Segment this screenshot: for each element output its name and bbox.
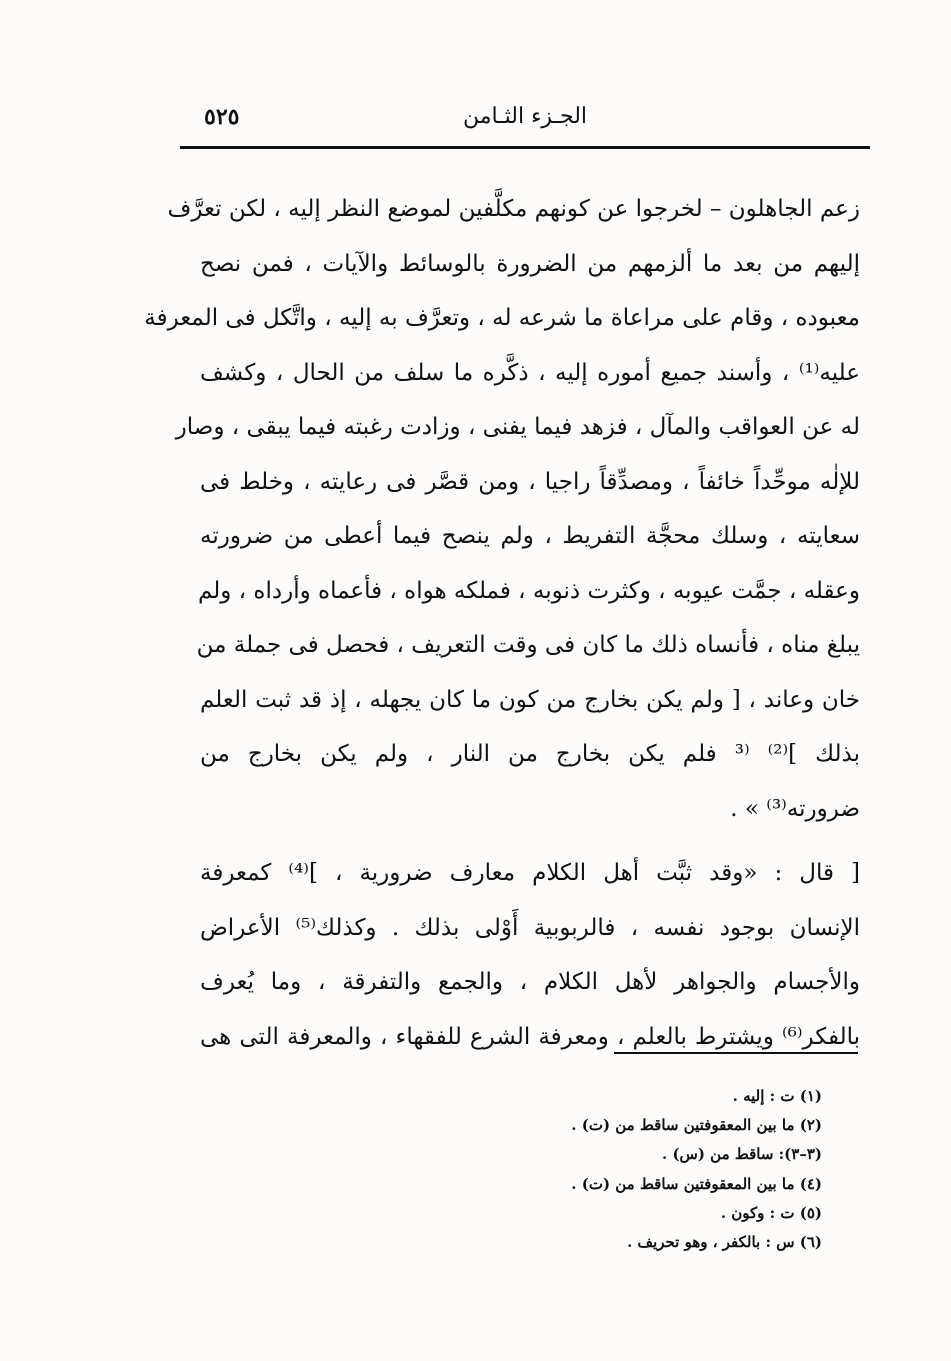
text-line: بذلك ]⁽²⁾ ⁽³ فلم يكن بخارج من النار ، ولم يكن بخارج من: [200, 741, 861, 767]
running-header: [180, 92, 870, 142]
text-line: زعم الجاهلون – لخرجوا عن كونهم مكلَّفين لموضع النظر إليه ، لكن تعرَّف: [167, 196, 860, 222]
page-number: ٥٢٥: [204, 104, 240, 130]
text-line: الإنسان بوجود نفسه ، فالربوبية أَوْلى بذلك . وكذلك⁽⁵⁾ الأعراض: [200, 914, 860, 941]
text-line: وعقله ، جمَّت عيوبه ، وكثرت ذنوبه ، فملكه هواه ، فأعماه وأرداه ، ولم: [197, 577, 860, 604]
footnote: (٤) ما بين المعقوفتين ساقط من (ت) .: [571, 1174, 822, 1193]
text-line: ضرورته⁽³⁾ » .: [730, 795, 860, 822]
text-line: سعايته ، وسلك محجَّة التفريط ، ولم ينصح فيما أعطى من ضرورته: [200, 523, 860, 549]
text-line: بالفكر⁽⁶⁾ ويشترط بالعلم ، ومعرفة الشرع للفقهاء ، والمعرفة التى هى: [200, 1023, 860, 1050]
footnote: (٦) س : بالكفر ، وهو تحريف .: [627, 1232, 822, 1251]
paragraph-2: [200, 846, 860, 1064]
footnote: (١) ت : إليه .: [732, 1087, 822, 1105]
footnote-rule: [614, 1052, 858, 1054]
text-line: [ قال : «وقد ثبَّت أهل الكلام معارف ضرورية ، ]⁽⁴⁾ كمعرفة: [200, 860, 860, 886]
text-line: للإلٰه موحِّداً خائفاً ، ومصدِّقاً راجيا ، ومن قصَّر فى رعايته ، وخلط فى: [200, 468, 860, 495]
text-line: عليه⁽¹⁾ ، وأسند جميع أموره إليه ، ذكَّره ما سلف من الحال ، وكشف: [200, 359, 860, 386]
text-line: إليهم من بعد ما ألزمهم من الضرورة بالوسائط والآيات ، فمن نصح: [200, 250, 860, 277]
text-line: والأجسام والجواهر لأهل الكلام ، والجمع والتفرقة ، وما يُعرف: [200, 969, 860, 995]
paragraph-1: [144, 182, 861, 836]
main-text: [144, 182, 861, 1064]
footnote: (٥) ت : وكون .: [720, 1203, 822, 1222]
footnote: (٢) ما بين المعقوفتين ساقط من (ت) .: [571, 1116, 822, 1135]
running-header-title: الجـزء الثـامن: [462, 104, 588, 129]
footnote: (٣–٣): ساقط من (س) .: [662, 1145, 822, 1164]
footnotes: [500, 1082, 822, 1257]
text-line: له عن العواقب والمآل ، فزهد فيما يفنى ، وزادت رغبته فيما يبقى ، وصار: [175, 414, 860, 440]
text-line: يبلغ مناه ، فأنساه ذلك ما كان فى وقت التعريف ، فحصل فى جملة من: [196, 632, 860, 658]
text-line: معبوده ، وقام على مراعاة ما شرعه له ، وتعرَّف به إليه ، واتَّكل فى المعرفة: [144, 305, 860, 331]
text-line: خان وعاند ، [ ولم يكن بخارج من كون ما كان يجهله ، إذ قد ثبت العلم: [200, 686, 860, 713]
header-rule: [180, 146, 870, 149]
